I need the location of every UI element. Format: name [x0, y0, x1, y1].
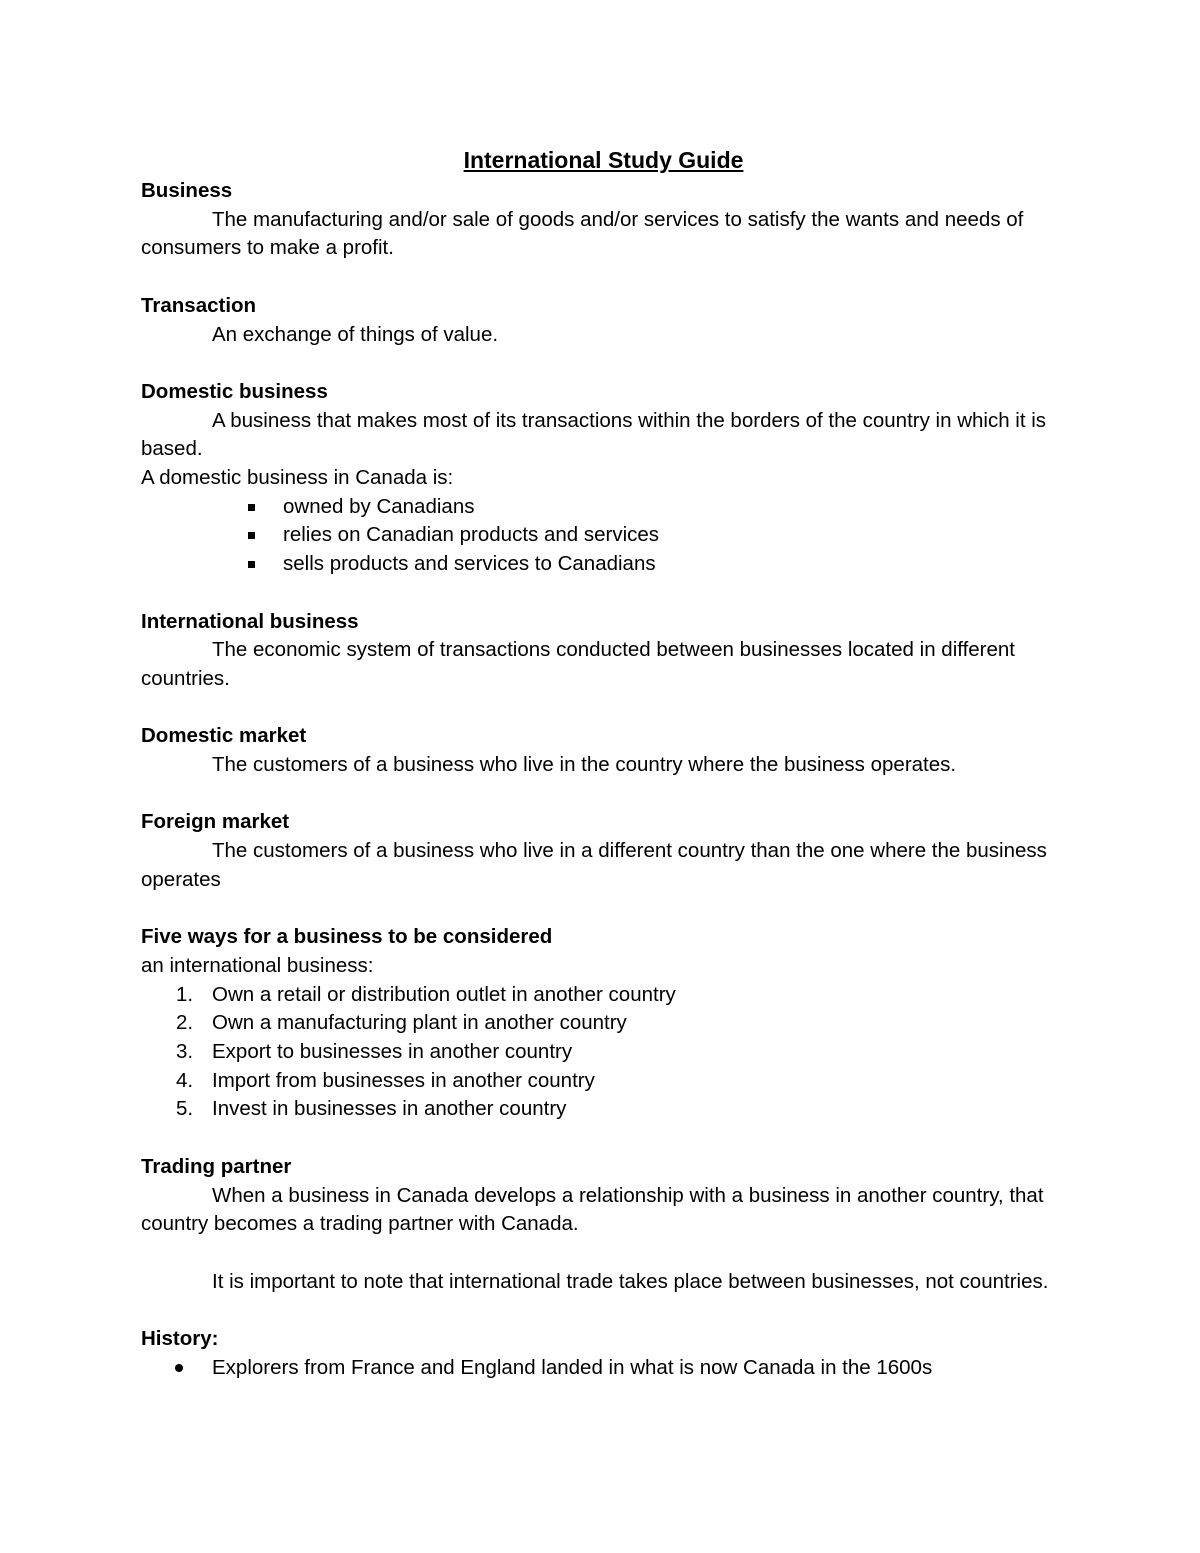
- term-history: History:: [141, 1326, 219, 1350]
- definition-foreign-market: The customers of a business who live in a different country than the one where the business operates: [141, 839, 1047, 891]
- document-page: [141, 145, 1066, 1382]
- list-number: 4.: [176, 1068, 194, 1092]
- history-list: [141, 1354, 1066, 1383]
- list-item: sells products and services to Canadians: [283, 550, 1066, 579]
- definition-transaction: An exchange of things of value.: [212, 322, 499, 346]
- list-item: owned by Canadians: [283, 493, 1066, 522]
- list-text: Own a retail or distribution outlet in another country: [212, 982, 676, 1006]
- list-item: relies on Canadian products and services: [283, 521, 1066, 550]
- list-text: Import from businesses in another country: [212, 1068, 595, 1092]
- trading-partner-note: It is important to note that international trade takes place between businesses, not countries.: [212, 1269, 1049, 1293]
- term-five-ways: Five ways for a business to be considered: [141, 925, 553, 949]
- list-number: 1.: [176, 982, 194, 1006]
- term-foreign-market: Foreign market: [141, 810, 290, 834]
- list-number: 5.: [176, 1097, 194, 1121]
- five-ways-subtitle: an international business:: [141, 953, 374, 977]
- definition-business: The manufacturing and/or sale of goods and/or services to satisfy the wants and needs of consumers to make a profit.: [141, 207, 1024, 260]
- definition-domestic-market: The customers of a business who live in the country where the business operates.: [212, 753, 957, 776]
- definition-domestic-business: A business that makes most of its transactions within the borders of the country in which it is based.: [141, 408, 1047, 461]
- list-number: 2.: [176, 1011, 194, 1035]
- term-domestic-business: Domestic business: [141, 379, 328, 403]
- list-item: [176, 1095, 1066, 1124]
- term-trading-partner: Trading partner: [141, 1154, 292, 1178]
- term-transaction: Transaction: [141, 293, 257, 317]
- term-domestic-market: Domestic market: [141, 724, 307, 748]
- list-item: [176, 1009, 1066, 1038]
- list-item: [176, 1038, 1066, 1067]
- page-title: International Study Guide: [463, 147, 744, 173]
- term-business: Business: [141, 179, 233, 202]
- domestic-business-list: [141, 493, 1066, 579]
- term-international-business: International business: [141, 609, 359, 633]
- list-text: Invest in businesses in another country: [212, 1097, 567, 1121]
- domestic-business-intro: A domestic business in Canada is:: [141, 466, 454, 489]
- list-item: [176, 981, 1066, 1010]
- definition-international-business: The economic system of transactions conducted between businesses located in different countries.: [141, 638, 1015, 690]
- five-ways-list: [141, 981, 1066, 1125]
- list-item: Explorers from France and England landed in what is now Canada in the 1600s: [212, 1354, 1066, 1383]
- list-text: Own a manufacturing plant in another country: [212, 1011, 627, 1035]
- list-text: Export to businesses in another country: [212, 1040, 573, 1063]
- definition-trading-partner: When a business in Canada develops a relationship with a business in another country, that country becomes a trading partner with Canada.: [141, 1183, 1044, 1236]
- list-number: 3.: [176, 1040, 194, 1063]
- list-item: [176, 1067, 1066, 1096]
